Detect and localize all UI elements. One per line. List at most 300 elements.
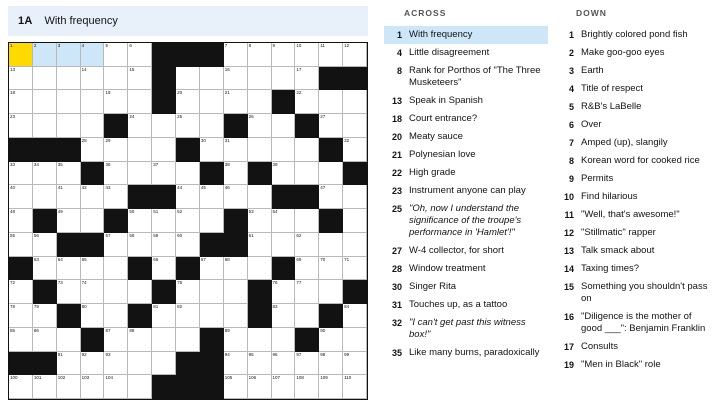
- grid-cell[interactable]: [319, 90, 343, 114]
- grid-cell[interactable]: [224, 328, 248, 352]
- grid-cell[interactable]: [295, 43, 319, 67]
- across-clue-32[interactable]: [384, 314, 548, 344]
- grid-cell[interactable]: [248, 43, 272, 67]
- grid-cell[interactable]: [295, 90, 319, 114]
- grid-cell[interactable]: [128, 138, 152, 162]
- across-clue-25[interactable]: [384, 200, 548, 242]
- cell-number: 73: [57, 280, 63, 286]
- grid-cell[interactable]: [104, 185, 128, 209]
- down-clue-5[interactable]: [556, 98, 720, 116]
- grid-cell[interactable]: [295, 352, 319, 376]
- grid-cell[interactable]: [200, 185, 224, 209]
- grid-cell[interactable]: [272, 233, 296, 257]
- across-clue-28[interactable]: [384, 260, 548, 278]
- grid-cell[interactable]: [176, 90, 200, 114]
- grid-block: [152, 43, 176, 67]
- cell-number: 75: [177, 280, 183, 286]
- clue-text: Window treatment: [409, 263, 486, 274]
- grid-block: [81, 328, 105, 352]
- grid-cell[interactable]: [248, 257, 272, 281]
- down-clue-6[interactable]: [556, 116, 720, 134]
- grid-cell[interactable]: [57, 90, 81, 114]
- clue-text: Make goo-goo eyes: [581, 47, 665, 58]
- grid-cell[interactable]: [343, 352, 367, 376]
- grid-cell[interactable]: [248, 233, 272, 257]
- grid-cell[interactable]: [272, 304, 296, 328]
- grid-cell[interactable]: [295, 257, 319, 281]
- grid-cell[interactable]: [81, 280, 105, 304]
- grid-cell[interactable]: [224, 257, 248, 281]
- grid-cell[interactable]: [295, 67, 319, 91]
- grid-cell[interactable]: [81, 375, 105, 399]
- cell-number: 28: [81, 137, 87, 143]
- crossword-grid[interactable]: [9, 43, 367, 399]
- grid-cell[interactable]: [81, 304, 105, 328]
- grid-cell[interactable]: [248, 90, 272, 114]
- grid-cell[interactable]: [224, 90, 248, 114]
- grid-cell[interactable]: [104, 233, 128, 257]
- across-clue-23[interactable]: [384, 182, 548, 200]
- grid-cell[interactable]: [128, 280, 152, 304]
- cell-number: 80: [81, 304, 87, 310]
- across-clue-list[interactable]: [384, 26, 548, 362]
- grid-cell[interactable]: [319, 114, 343, 138]
- cell-number: 11: [320, 43, 325, 48]
- grid-cell[interactable]: [343, 233, 367, 257]
- clue-number: 9: [568, 174, 574, 184]
- grid-cell[interactable]: [272, 209, 296, 233]
- grid-cell[interactable]: [104, 280, 128, 304]
- cell-number: 52: [177, 209, 183, 215]
- grid-block: [200, 43, 224, 67]
- cell-number: 2: [33, 43, 37, 48]
- grid-cell[interactable]: [343, 375, 367, 399]
- grid-cell[interactable]: [33, 185, 57, 209]
- grid-cell[interactable]: [319, 352, 343, 376]
- grid-cell[interactable]: [224, 304, 248, 328]
- cell-number: 43: [105, 185, 111, 191]
- grid-cell[interactable]: [9, 67, 33, 91]
- cell-number: 1: [10, 43, 13, 48]
- grid-cell[interactable]: [295, 209, 319, 233]
- grid-cell[interactable]: [343, 90, 367, 114]
- grid-cell[interactable]: [176, 209, 200, 233]
- grid-cell[interactable]: [295, 280, 319, 304]
- grid-block: [295, 328, 319, 352]
- grid-cell[interactable]: [152, 257, 176, 281]
- grid-cell[interactable]: [128, 67, 152, 91]
- down-clue-10[interactable]: [556, 188, 720, 206]
- grid-cell[interactable]: [272, 352, 296, 376]
- grid-cell[interactable]: [33, 375, 57, 399]
- grid-cell[interactable]: [295, 233, 319, 257]
- grid-cell[interactable]: [33, 43, 57, 67]
- across-clue-8[interactable]: [384, 62, 548, 92]
- grid-cell[interactable]: [343, 114, 367, 138]
- down-clue-9[interactable]: [556, 170, 720, 188]
- cell-number: 45: [200, 185, 206, 191]
- cell-number: 72: [10, 280, 16, 286]
- grid-cell[interactable]: [9, 209, 33, 233]
- grid-cell[interactable]: [57, 280, 81, 304]
- grid-cell[interactable]: [272, 280, 296, 304]
- clue-number: 5: [568, 102, 574, 112]
- cell-number: 68: [224, 256, 230, 262]
- cell-number: 65: [81, 256, 87, 262]
- cell-number: 25: [177, 114, 183, 120]
- clue-text: Title of respect: [581, 83, 643, 94]
- grid-cell[interactable]: [81, 90, 105, 114]
- grid-cell[interactable]: [9, 233, 33, 257]
- grid-cell[interactable]: [81, 43, 105, 67]
- grid-cell[interactable]: [128, 114, 152, 138]
- down-clue-11[interactable]: [556, 206, 720, 224]
- grid-cell[interactable]: [248, 209, 272, 233]
- grid-cell[interactable]: [128, 328, 152, 352]
- cell-number: 5: [105, 43, 108, 48]
- across-clue-4[interactable]: [384, 44, 548, 62]
- clue-number: 19: [563, 360, 574, 370]
- across-clue-30[interactable]: [384, 278, 548, 296]
- grid-cell[interactable]: [57, 352, 81, 376]
- cell-number: 89: [224, 327, 230, 333]
- down-clue-1[interactable]: [556, 26, 720, 44]
- grid-cell[interactable]: [272, 328, 296, 352]
- grid-cell[interactable]: [9, 304, 33, 328]
- grid-cell[interactable]: [319, 257, 343, 281]
- grid-cell[interactable]: [81, 138, 105, 162]
- grid-cell[interactable]: [248, 328, 272, 352]
- grid-cell[interactable]: [81, 67, 105, 91]
- grid-block: [104, 209, 128, 233]
- cell-number: 61: [248, 232, 254, 238]
- clue-number: 1: [568, 30, 574, 40]
- clue-number: 4: [568, 84, 574, 94]
- down-clue-4[interactable]: [556, 80, 720, 98]
- grid-cell[interactable]: [57, 209, 81, 233]
- grid-cell[interactable]: [81, 352, 105, 376]
- across-clue-35[interactable]: [384, 344, 548, 362]
- grid-cell[interactable]: [248, 67, 272, 91]
- grid-cell[interactable]: [9, 280, 33, 304]
- cell-number: 37: [153, 161, 159, 167]
- clue-number: 6: [568, 120, 574, 130]
- cell-number: 107: [272, 375, 281, 381]
- grid-cell[interactable]: [200, 138, 224, 162]
- grid-cell[interactable]: [295, 304, 319, 328]
- grid-cell[interactable]: [57, 375, 81, 399]
- cell-number: 31: [224, 137, 230, 143]
- grid-cell[interactable]: [128, 233, 152, 257]
- clue-number: 13: [563, 246, 574, 256]
- cell-number: 16: [224, 66, 230, 72]
- down-clue-16[interactable]: [556, 308, 720, 338]
- cell-number: 98: [320, 351, 326, 357]
- grid-cell[interactable]: [224, 162, 248, 186]
- down-clue-14[interactable]: [556, 260, 720, 278]
- across-clue-27[interactable]: [384, 242, 548, 260]
- grid-block: [176, 138, 200, 162]
- across-clue-1[interactable]: [384, 26, 548, 44]
- grid-cell[interactable]: [81, 185, 105, 209]
- grid-cell[interactable]: [104, 138, 128, 162]
- down-clue-12[interactable]: [556, 224, 720, 242]
- across-clue-22[interactable]: [384, 164, 548, 182]
- down-clue-19[interactable]: [556, 356, 720, 374]
- clue-number: 18: [391, 114, 402, 124]
- clue-number: 11: [564, 210, 574, 220]
- grid-cell[interactable]: [319, 43, 343, 67]
- grid-cell[interactable]: [128, 352, 152, 376]
- down-clue-13[interactable]: [556, 242, 720, 260]
- cell-number: 93: [105, 351, 111, 357]
- cell-number: 76: [272, 280, 278, 286]
- clue-text: Little disagreement: [409, 47, 490, 58]
- cell-number: 22: [296, 90, 302, 96]
- grid-block: [319, 138, 343, 162]
- grid-cell[interactable]: [152, 328, 176, 352]
- clue-text: "Men in Black" role: [581, 359, 661, 370]
- grid-cell[interactable]: [295, 375, 319, 399]
- grid-cell[interactable]: [9, 162, 33, 186]
- grid-block: [248, 162, 272, 186]
- cell-number: 27: [320, 114, 326, 120]
- grid-cell[interactable]: [272, 114, 296, 138]
- cell-number: 78: [10, 304, 16, 310]
- across-clue-31[interactable]: [384, 296, 548, 314]
- down-clue-3[interactable]: [556, 62, 720, 80]
- grid-cell[interactable]: [9, 43, 33, 67]
- grid-cell[interactable]: [9, 328, 33, 352]
- cell-number: 35: [57, 161, 63, 167]
- grid-cell[interactable]: [272, 138, 296, 162]
- grid-cell[interactable]: [343, 43, 367, 67]
- cell-number: 21: [224, 90, 230, 96]
- grid-cell[interactable]: [57, 162, 81, 186]
- grid-cell[interactable]: [200, 209, 224, 233]
- down-clue-8[interactable]: [556, 152, 720, 170]
- grid-cell[interactable]: [81, 257, 105, 281]
- grid-cell[interactable]: [224, 185, 248, 209]
- grid-cell[interactable]: [343, 209, 367, 233]
- grid-cell[interactable]: [104, 304, 128, 328]
- grid-cell[interactable]: [319, 185, 343, 209]
- grid-cell[interactable]: [33, 304, 57, 328]
- grid-cell[interactable]: [81, 114, 105, 138]
- grid-cell[interactable]: [200, 67, 224, 91]
- grid-cell[interactable]: [176, 280, 200, 304]
- cell-number: 84: [344, 304, 350, 310]
- grid-cell[interactable]: [9, 114, 33, 138]
- grid-cell[interactable]: [128, 375, 152, 399]
- grid-cell[interactable]: [224, 375, 248, 399]
- grid-cell[interactable]: [128, 209, 152, 233]
- clue-text: Permits: [581, 173, 614, 184]
- grid-cell[interactable]: [57, 67, 81, 91]
- cell-number: 42: [81, 185, 87, 191]
- grid-cell[interactable]: [152, 233, 176, 257]
- grid-cell[interactable]: [104, 257, 128, 281]
- grid-cell[interactable]: [224, 43, 248, 67]
- cell-number: 66: [153, 256, 159, 262]
- grid-cell[interactable]: [176, 185, 200, 209]
- cell-number: 85: [10, 327, 16, 333]
- grid-cell[interactable]: [81, 209, 105, 233]
- grid-cell[interactable]: [295, 162, 319, 186]
- cell-number: 8: [248, 43, 252, 48]
- grid-cell[interactable]: [104, 328, 128, 352]
- grid-cell[interactable]: [319, 162, 343, 186]
- grid-cell[interactable]: [200, 90, 224, 114]
- grid-cell[interactable]: [295, 138, 319, 162]
- clue-text: "Oh, now I understand the significance of the troupe's performance in 'Hamlet'!": [409, 203, 522, 238]
- clue-number: 30: [391, 282, 402, 292]
- grid-cell[interactable]: [248, 375, 272, 399]
- down-clue-15[interactable]: [556, 278, 720, 308]
- across-clue-21[interactable]: [384, 146, 548, 164]
- across-clue-18[interactable]: [384, 110, 548, 128]
- grid-cell[interactable]: [224, 280, 248, 304]
- clue-number: 27: [391, 246, 402, 256]
- grid-cell[interactable]: [152, 304, 176, 328]
- grid-cell[interactable]: [152, 209, 176, 233]
- cell-number: 40: [10, 185, 16, 191]
- cell-number: 12: [344, 43, 350, 48]
- down-clue-list[interactable]: [556, 26, 720, 374]
- grid-cell[interactable]: [152, 162, 176, 186]
- grid-cell[interactable]: [272, 375, 296, 399]
- down-clue-7[interactable]: [556, 134, 720, 152]
- grid-cell[interactable]: [152, 352, 176, 376]
- grid-cell[interactable]: [33, 328, 57, 352]
- cell-number: 6: [129, 43, 132, 48]
- cell-number: 46: [224, 185, 230, 191]
- grid-cell[interactable]: [33, 114, 57, 138]
- grid-cell[interactable]: [319, 328, 343, 352]
- cell-number: 26: [248, 114, 254, 120]
- grid-cell[interactable]: [248, 138, 272, 162]
- grid-cell[interactable]: [152, 138, 176, 162]
- grid-cell[interactable]: [343, 328, 367, 352]
- grid-cell[interactable]: [248, 352, 272, 376]
- clue-number: 31: [391, 300, 402, 310]
- grid-cell[interactable]: [104, 352, 128, 376]
- cell-number: 79: [33, 304, 39, 310]
- clue-text: Earth: [581, 65, 604, 76]
- grid-cell[interactable]: [176, 162, 200, 186]
- cell-number: 56: [33, 232, 39, 238]
- grid-cell[interactable]: [152, 114, 176, 138]
- grid-cell[interactable]: [272, 43, 296, 67]
- grid-cell[interactable]: [319, 280, 343, 304]
- cell-number: 47: [320, 185, 326, 191]
- clue-text: Like many burns, paradoxically: [409, 347, 540, 358]
- clue-text: "Diligence is the mother of good ___": Benjamin Franklin: [581, 311, 706, 334]
- down-clue-17[interactable]: [556, 338, 720, 356]
- grid-cell[interactable]: [343, 185, 367, 209]
- grid-cell[interactable]: [128, 90, 152, 114]
- grid-cell[interactable]: [224, 138, 248, 162]
- grid-cell[interactable]: [33, 67, 57, 91]
- grid-cell[interactable]: [200, 304, 224, 328]
- grid-cell[interactable]: [57, 185, 81, 209]
- cell-number: 15: [129, 66, 135, 72]
- grid-cell[interactable]: [248, 185, 272, 209]
- clue-number: 12: [563, 228, 574, 238]
- clue-text: Meaty sauce: [409, 131, 463, 142]
- grid-cell[interactable]: [9, 375, 33, 399]
- grid-cell[interactable]: [176, 114, 200, 138]
- grid-cell[interactable]: [33, 233, 57, 257]
- grid-cell[interactable]: [57, 328, 81, 352]
- cell-number: 57: [105, 232, 111, 238]
- down-clue-2[interactable]: [556, 44, 720, 62]
- grid-cell[interactable]: [57, 257, 81, 281]
- grid-cell[interactable]: [176, 233, 200, 257]
- grid-cell[interactable]: [104, 90, 128, 114]
- grid-cell[interactable]: [57, 43, 81, 67]
- cell-number: 95: [248, 351, 254, 357]
- current-clue-bar[interactable]: [8, 6, 368, 36]
- grid-cell[interactable]: [200, 280, 224, 304]
- grid-cell[interactable]: [248, 114, 272, 138]
- grid-cell[interactable]: [104, 43, 128, 67]
- crossword-grid-container[interactable]: [8, 42, 368, 400]
- grid-block: [200, 328, 224, 352]
- clue-number: 17: [563, 342, 574, 352]
- grid-block: [200, 375, 224, 399]
- grid-cell[interactable]: [272, 67, 296, 91]
- grid-block: [343, 162, 367, 186]
- grid-block: [176, 352, 200, 376]
- grid-cell[interactable]: [104, 162, 128, 186]
- grid-cell[interactable]: [9, 90, 33, 114]
- clue-text: Singer Rita: [409, 281, 456, 292]
- grid-cell[interactable]: [319, 375, 343, 399]
- cell-number: 24: [129, 114, 135, 120]
- grid-cell[interactable]: [319, 233, 343, 257]
- grid-cell[interactable]: [343, 304, 367, 328]
- cell-number: 63: [33, 256, 39, 262]
- grid-cell[interactable]: [9, 185, 33, 209]
- grid-cell[interactable]: [57, 114, 81, 138]
- grid-block: [152, 375, 176, 399]
- cell-number: 39: [272, 161, 278, 167]
- grid-cell[interactable]: [128, 43, 152, 67]
- grid-cell[interactable]: [33, 257, 57, 281]
- across-clue-20[interactable]: [384, 128, 548, 146]
- grid-cell[interactable]: [176, 67, 200, 91]
- cell-number: 70: [320, 256, 326, 262]
- grid-cell[interactable]: [343, 138, 367, 162]
- grid-cell[interactable]: [272, 162, 296, 186]
- grid-block: [224, 233, 248, 257]
- across-clue-13[interactable]: [384, 92, 548, 110]
- grid-cell[interactable]: [33, 162, 57, 186]
- grid-cell[interactable]: [343, 257, 367, 281]
- grid-cell[interactable]: [128, 162, 152, 186]
- grid-cell[interactable]: [104, 375, 128, 399]
- grid-cell[interactable]: [200, 257, 224, 281]
- grid-cell[interactable]: [176, 328, 200, 352]
- grid-cell[interactable]: [104, 67, 128, 91]
- grid-cell[interactable]: [224, 352, 248, 376]
- cell-number: 94: [224, 351, 230, 357]
- grid-cell[interactable]: [224, 67, 248, 91]
- grid-cell[interactable]: [33, 90, 57, 114]
- grid-cell[interactable]: [200, 114, 224, 138]
- grid-cell[interactable]: [176, 304, 200, 328]
